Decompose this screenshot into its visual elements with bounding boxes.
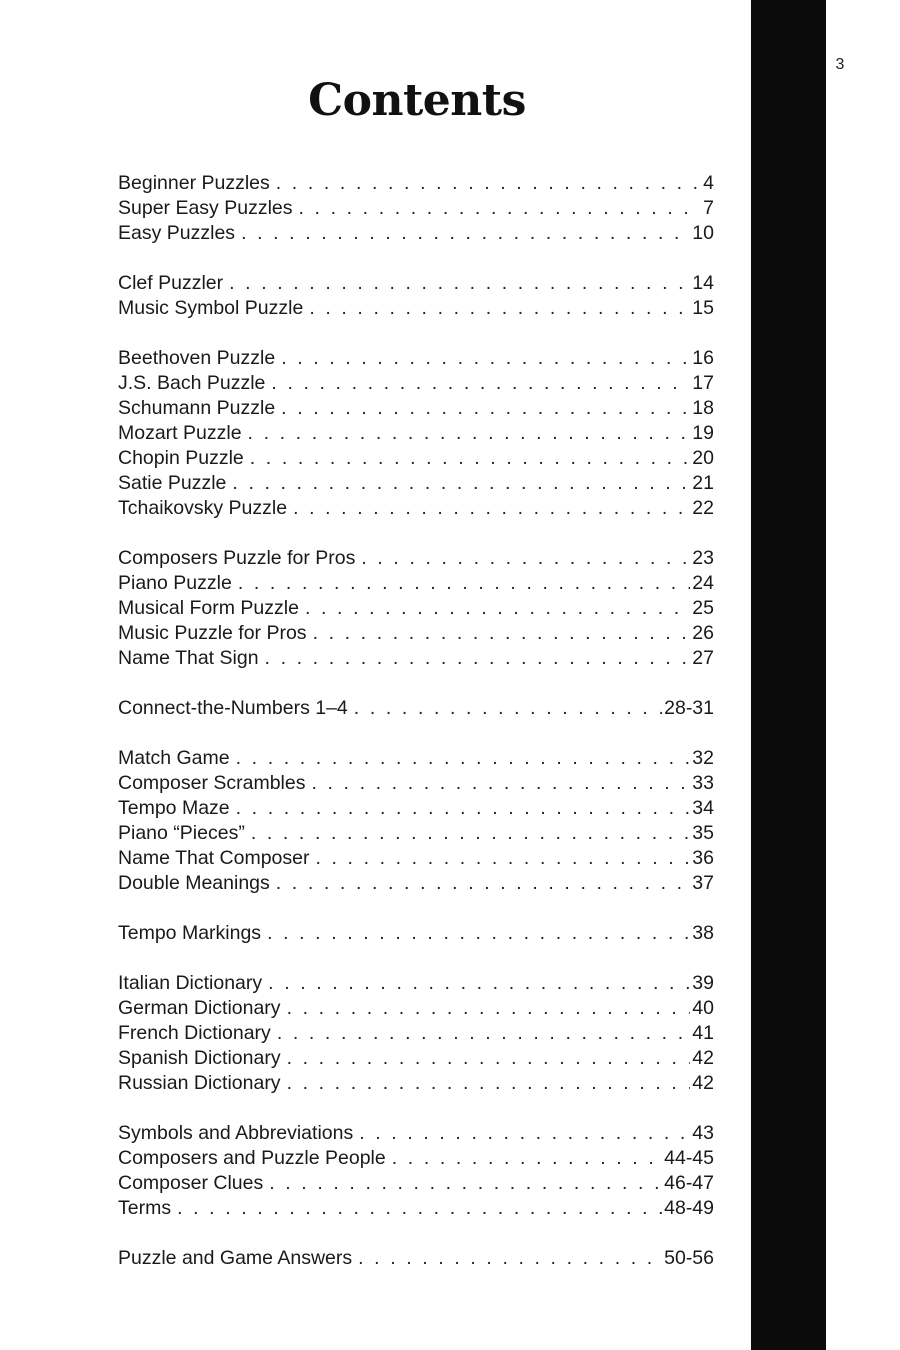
- toc-entry[interactable]: [118, 796, 714, 821]
- toc-entry-page: 39: [692, 972, 714, 994]
- toc-entry-label: Chopin Puzzle: [118, 447, 244, 469]
- toc-group: [118, 746, 714, 896]
- toc-entry-page: 42: [692, 1072, 714, 1094]
- dot-leader: [236, 796, 691, 821]
- toc-entry-label: Terms: [118, 1197, 172, 1219]
- toc-entry[interactable]: [118, 1121, 714, 1146]
- toc-group: [118, 921, 714, 946]
- dot-leader: [293, 496, 690, 521]
- dot-leader: [232, 471, 690, 496]
- toc-entry[interactable]: [118, 596, 714, 621]
- toc-entry[interactable]: [118, 1021, 714, 1046]
- dot-leader: [287, 1071, 691, 1096]
- toc-group: [118, 546, 714, 671]
- toc-entry-page: 46-47: [664, 1172, 714, 1194]
- dot-leader: [271, 371, 690, 396]
- toc-entry-page: 19: [692, 422, 714, 444]
- toc-entry-label: Beethoven Puzzle: [118, 347, 276, 369]
- dot-leader: [359, 1121, 690, 1146]
- toc-entry-label: Tchaikovsky Puzzle: [118, 497, 288, 519]
- toc-entry[interactable]: [118, 1171, 714, 1196]
- toc-entry-page: 26: [692, 622, 714, 644]
- toc-group: [118, 171, 714, 246]
- toc-entry-label: Musical Form Puzzle: [118, 597, 299, 619]
- toc-entry-label: Music Symbol Puzzle: [118, 297, 304, 319]
- toc-entry-label: French Dictionary: [118, 1022, 271, 1044]
- toc-entry-label: Connect-the-Numbers 1–4: [118, 697, 348, 719]
- toc-entry[interactable]: [118, 571, 714, 596]
- toc-group: [118, 346, 714, 521]
- dot-leader: [361, 546, 690, 571]
- dot-leader: [277, 1021, 690, 1046]
- toc-entry-label: Spanish Dictionary: [118, 1047, 281, 1069]
- dot-leader: [248, 421, 691, 446]
- toc-entry-page: 16: [692, 347, 714, 369]
- toc-entry-label: Russian Dictionary: [118, 1072, 281, 1094]
- toc-entry-page: 22: [692, 497, 714, 519]
- page-title: Contents: [308, 75, 526, 126]
- toc-entry-page: 40: [692, 997, 714, 1019]
- toc-entry-label: Music Puzzle for Pros: [118, 622, 307, 644]
- toc-entry-label: Easy Puzzles: [118, 222, 236, 244]
- toc-entry-label: Piano Puzzle: [118, 572, 232, 594]
- toc-entry[interactable]: [118, 446, 714, 471]
- toc-entry-page: 15: [692, 297, 714, 319]
- toc-entry-label: Puzzle and Game Answers: [118, 1247, 353, 1269]
- toc-entry-page: 42: [692, 1047, 714, 1069]
- toc-entry-label: Composers Puzzle for Pros: [118, 547, 356, 569]
- toc-entry-page: 43: [692, 1122, 714, 1144]
- dot-leader: [305, 596, 690, 621]
- toc-entry-page: 33: [692, 772, 714, 794]
- toc-entry[interactable]: [118, 821, 714, 846]
- toc-entry-page: 27: [692, 647, 714, 669]
- dot-leader: [276, 871, 691, 896]
- toc-entry-label: Composer Scrambles: [118, 772, 306, 794]
- toc-entry-page: 24: [692, 572, 714, 594]
- toc-entry-page: 37: [692, 872, 714, 894]
- dot-leader: [287, 996, 691, 1021]
- toc-entry-label: German Dictionary: [118, 997, 281, 1019]
- toc-entry-page: 18: [692, 397, 714, 419]
- toc-entry-page: 34: [692, 797, 714, 819]
- toc-entry[interactable]: [118, 696, 714, 721]
- toc-entry-page: 25: [692, 597, 714, 619]
- toc-entry-page: 23: [692, 547, 714, 569]
- toc-entry[interactable]: [118, 371, 714, 396]
- toc-entry-label: Symbols and Abbreviations: [118, 1122, 354, 1144]
- toc-entry-page: 14: [692, 272, 714, 294]
- dot-leader: [354, 696, 662, 721]
- dot-leader: [229, 271, 690, 296]
- toc-entry-page: 32: [692, 747, 714, 769]
- toc-entry-page: 35: [692, 822, 714, 844]
- dot-leader: [269, 1171, 662, 1196]
- toc-entry-label: Match Game: [118, 747, 230, 769]
- toc-entry-page: 17: [692, 372, 714, 394]
- toc-entry[interactable]: [118, 746, 714, 771]
- toc-entry[interactable]: [118, 921, 714, 946]
- toc-group: [118, 971, 714, 1096]
- toc-entry[interactable]: [118, 171, 714, 196]
- toc-entry-page: 41: [692, 1022, 714, 1044]
- toc-entry-label: Mozart Puzzle: [118, 422, 242, 444]
- toc-entry-page: 20: [692, 447, 714, 469]
- toc-entry[interactable]: [118, 1146, 714, 1171]
- black-edge-band: [751, 0, 826, 1350]
- toc-entry[interactable]: [118, 396, 714, 421]
- dot-leader: [287, 1046, 691, 1071]
- toc-entry-label: J.S. Bach Puzzle: [118, 372, 266, 394]
- toc-entry[interactable]: [118, 221, 714, 246]
- dot-leader: [177, 1196, 662, 1221]
- dot-leader: [241, 221, 690, 246]
- toc-entry-label: Composers and Puzzle People: [118, 1147, 386, 1169]
- toc-entry-label: Super Easy Puzzles: [118, 197, 293, 219]
- dot-leader: [281, 396, 690, 421]
- dot-leader: [276, 171, 701, 196]
- toc-entry-label: Italian Dictionary: [118, 972, 263, 994]
- dot-leader: [358, 1246, 662, 1271]
- toc-entry[interactable]: [118, 421, 714, 446]
- dot-leader: [251, 821, 690, 846]
- toc-entry-label: Tempo Markings: [118, 922, 262, 944]
- dot-leader: [313, 621, 691, 646]
- toc-group: [118, 1121, 714, 1221]
- toc-entry[interactable]: [118, 1046, 714, 1071]
- dot-leader: [315, 846, 690, 871]
- toc-entry-label: Satie Puzzle: [118, 472, 227, 494]
- table-of-contents: [118, 171, 714, 1296]
- toc-entry-label: Tempo Maze: [118, 797, 230, 819]
- dot-leader: [238, 571, 690, 596]
- toc-entry[interactable]: [118, 296, 714, 321]
- toc-entry[interactable]: [118, 346, 714, 371]
- toc-entry[interactable]: [118, 646, 714, 671]
- toc-entry[interactable]: [118, 871, 714, 896]
- toc-entry[interactable]: [118, 846, 714, 871]
- toc-entry-page: 28-31: [664, 697, 714, 719]
- toc-entry-page: 44-45: [664, 1147, 714, 1169]
- dot-leader: [267, 921, 690, 946]
- toc-entry-page: 50-56: [664, 1247, 714, 1269]
- toc-entry[interactable]: [118, 496, 714, 521]
- toc-entry-page: 4: [703, 172, 714, 194]
- dot-leader: [392, 1146, 662, 1171]
- dot-leader: [268, 971, 690, 996]
- toc-entry-label: Name That Composer: [118, 847, 310, 869]
- toc-entry-label: Name That Sign: [118, 647, 259, 669]
- toc-entry[interactable]: [118, 471, 714, 496]
- dot-leader: [309, 296, 690, 321]
- toc-entry[interactable]: [118, 271, 714, 296]
- toc-entry[interactable]: [118, 996, 714, 1021]
- toc-entry[interactable]: [118, 621, 714, 646]
- dot-leader: [281, 346, 690, 371]
- toc-entry-label: Beginner Puzzles: [118, 172, 270, 194]
- toc-entry[interactable]: [118, 1246, 714, 1271]
- toc-entry[interactable]: [118, 1071, 714, 1096]
- dot-leader: [265, 646, 691, 671]
- toc-entry[interactable]: [118, 1196, 714, 1221]
- toc-entry-page: 21: [692, 472, 714, 494]
- dot-leader: [250, 446, 691, 471]
- toc-entry-page: 36: [692, 847, 714, 869]
- toc-entry-page: 48-49: [664, 1197, 714, 1219]
- toc-entry-label: Double Meanings: [118, 872, 270, 894]
- dot-leader: [236, 746, 691, 771]
- toc-entry[interactable]: [118, 971, 714, 996]
- page-number: 3: [835, 56, 845, 73]
- toc-entry-page: 38: [692, 922, 714, 944]
- toc-group: [118, 271, 714, 321]
- toc-entry-page: 10: [692, 222, 714, 244]
- toc-entry-label: Clef Puzzler: [118, 272, 224, 294]
- toc-entry-page: 7: [703, 197, 714, 219]
- toc-entry-label: Piano “Pieces”: [118, 822, 245, 844]
- dot-leader: [311, 771, 690, 796]
- dot-leader: [299, 196, 702, 221]
- toc-group: [118, 696, 714, 721]
- toc-entry[interactable]: [118, 546, 714, 571]
- toc-entry-label: Composer Clues: [118, 1172, 264, 1194]
- toc-entry[interactable]: [118, 771, 714, 796]
- toc-entry-label: Schumann Puzzle: [118, 397, 276, 419]
- toc-entry[interactable]: [118, 196, 714, 221]
- toc-group: [118, 1246, 714, 1271]
